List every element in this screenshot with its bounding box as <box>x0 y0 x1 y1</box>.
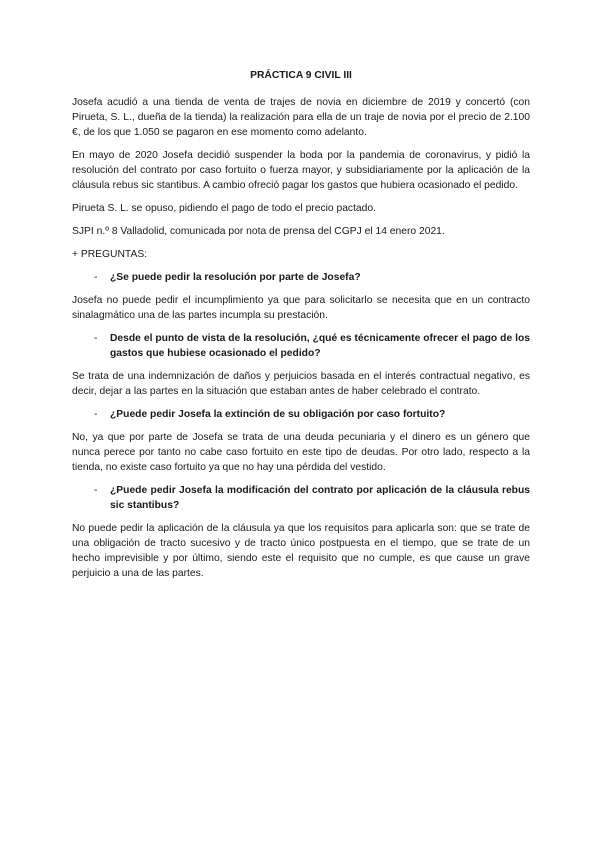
answer-1: Josefa no puede pedir el incumplimiento ya que para solicitarlo se necesita que en un contracto sinalagmático una de las partes incumpla su prestación. <box>72 295 530 321</box>
question-1 <box>72 270 530 285</box>
question-bullet: - <box>94 272 98 283</box>
answer-2: Se trata de una indemnización de daños y perjuicios basada en el interés contractual negativo, es decir, dejar a las partes en la situación que estaban antes de haber celebrado el contrato. <box>72 371 530 397</box>
document-title: PRÁCTICA 9 CIVIL III <box>250 70 352 81</box>
question-text: Desde el punto de vista de la resolución, ¿qué es técnicamente ofrecer el pago de los gastos que hubiese ocasionado el pedido? <box>110 333 530 359</box>
question-4 <box>72 483 530 513</box>
question-3 <box>72 407 530 422</box>
question-text: ¿Puede pedir Josefa la modificación del contrato por aplicación de la cláusula rebus sic stantibus? <box>110 485 530 511</box>
intro-paragraph-1: Josefa acudió a una tienda de venta de trajes de novia en diciembre de 2019 y concertó (con Pirueta, S. L., dueña de la tienda) la realización para ella de un traje de novia por el precio de 2.100 €, de los que 1.050 se pagaron en ese momento como adelanto. <box>72 97 530 138</box>
question-bullet: - <box>94 409 98 420</box>
question-2 <box>72 331 530 361</box>
document-page <box>72 68 530 589</box>
intro-paragraph-2: En mayo de 2020 Josefa decidió suspender la boda por la pandemia de coronavirus, y pidió la resolución del contrato por caso fortuito o fuerza mayor, y subsidiariamente por la aplicación de la cláusula rebus sic stantibus. A cambio ofreció pagar los gastos que hubiera ocasionado el pedido. <box>72 150 530 191</box>
question-text: ¿Se puede pedir la resolución por parte de Josefa? <box>110 272 361 283</box>
intro-paragraph-4: SJPI n.º 8 Valladolid, comunicada por nota de prensa del CGPJ el 14 enero 2021. <box>72 226 445 237</box>
question-bullet: - <box>94 485 98 496</box>
answer-3: No, ya que por parte de Josefa se trata de una deuda pecuniaria y el dinero es un género que nunca perece por tanto no cabe caso fortuito en este tipo de deudas. Por otro lado, respecto a la tienda, no existe caso fortuito ya que no hay una pérdida del vestido. <box>72 432 530 473</box>
question-text: ¿Puede pedir Josefa la extinción de su obligación por caso fortuito? <box>110 409 446 420</box>
answer-4: No puede pedir la aplicación de la cláusula ya que los requisitos para aplicarla son: que se trate de una obligación de tracto sucesivo y de tracto único postpuesta en el tiempo, que se trate de un hecho imprevisible y por último, siendo este el requisito que no cumple, es que cause un grave perjuicio a una de las partes. <box>72 523 530 579</box>
questions-heading: + PREGUNTAS: <box>72 249 148 260</box>
question-bullet: - <box>94 333 98 344</box>
intro-paragraph-3: Pirueta S. L. se opuso, pidiendo el pago de todo el precio pactado. <box>72 203 376 214</box>
